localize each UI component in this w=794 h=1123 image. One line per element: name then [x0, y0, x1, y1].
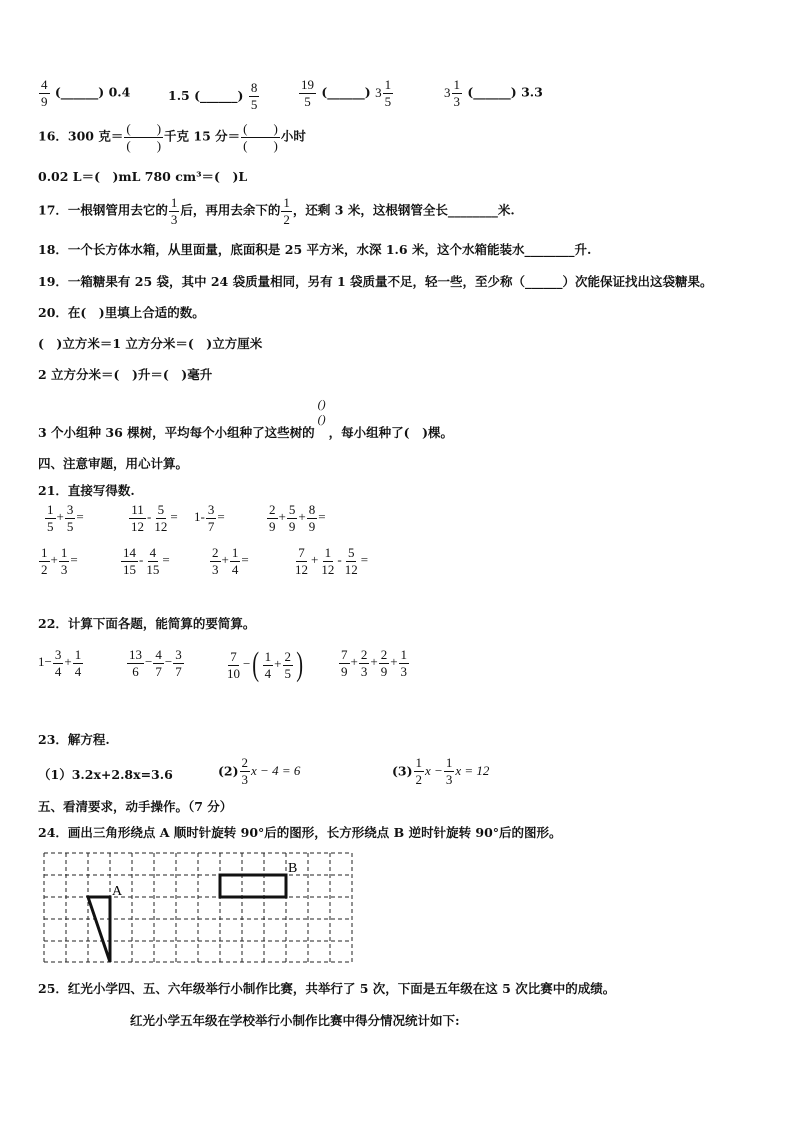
calc-expression: $\frac{7}{9}$ + $\frac{2}{3}$ + $\frac{2}{9}$ + $\frac{1}{3}$	[341, 647, 408, 679]
triangle-shape	[88, 897, 110, 962]
compare-row	[38, 78, 130, 108]
section-5-title: 五、看清要求，动手操作。（7 分）	[38, 799, 233, 814]
calc-expression: 1− $\frac{3}{4}$ + $\frac{1}{4}$	[38, 647, 82, 679]
question-17	[38, 196, 515, 226]
question-text: 300 克＝	[67, 128, 124, 144]
blank-fraction: () ()	[317, 397, 326, 426]
question-22-title: 22．计算下面各题，能简算的要简算。	[38, 616, 256, 631]
compare-item	[168, 78, 260, 114]
question-16	[38, 122, 306, 152]
value: 3.3	[521, 84, 543, 100]
question-text: ，还剩 3 米，这根钢管全长________米.	[292, 202, 515, 218]
answer-blank: (______)	[467, 84, 517, 100]
question-20-line2: 2 立方分米＝( )升＝( )毫升	[38, 367, 213, 382]
point-a-label: A	[112, 884, 123, 899]
question-text: 3 个小组种 36 棵树，平均每个小组种了这些树的	[38, 425, 315, 441]
question-number: 16．	[38, 128, 68, 144]
calc-item: 1- $\frac{3}{7}$ =	[194, 502, 225, 534]
answer-blank: (______)	[321, 84, 371, 100]
equation-3: (3) $\frac{1}{2}$ x − $\frac{1}{3}$ x = 12	[392, 755, 490, 787]
question-25: 25．红光小学四、五、六年级举行小制作比赛，共举行了 5 次，下面是五年级在这 5 次比赛中的成绩。	[38, 981, 616, 996]
question-20-title: 20．在( )里填上合适的数。	[38, 305, 205, 320]
question-text: 小时	[280, 128, 306, 144]
question-16b: 0.02 L＝( )mL 780 cm³＝( )L	[38, 169, 248, 184]
compare-item	[444, 78, 543, 108]
value: 1.5	[168, 88, 190, 103]
rectangle-shape	[220, 875, 286, 897]
calc-item: $\frac{2}{9}$ + $\frac{5}{9}$ + $\frac{8}{9}$ =	[269, 502, 326, 534]
fraction: $\frac{1}{3}$	[170, 195, 178, 227]
question-19: 19．一箱糖果有 25 袋，其中 24 袋质量相同，另有 1 袋质量不足，轻一些，至少称（______）次能保证找出这袋糖果。	[38, 274, 713, 289]
equation-2: (2) $\frac{2}{3}$ x − 4 = 6	[218, 755, 301, 787]
question-20-line3	[38, 397, 453, 441]
compare-item	[298, 78, 394, 108]
fraction: $\frac{4}{9}$	[41, 77, 48, 109]
question-21-title: 21．直接写得数.	[38, 483, 135, 498]
calc-item: $\frac{2}{3}$ + $\frac{1}{4}$ =	[212, 545, 249, 577]
blank-fraction: ( ) ( )	[243, 121, 278, 153]
equation-1: （1）3.2x+2.8x=3.6	[38, 767, 173, 782]
question-20-line1: ( )立方米＝1 立方分米＝( )立方厘米	[38, 336, 263, 351]
question-text: 千克 15 分＝	[164, 128, 241, 144]
calc-expression: $\frac{7}{10}$ −( $\frac{1}{4}$ + $\frac{2}{5}$ )	[227, 646, 304, 683]
calc-item: $\frac{1}{2}$ + $\frac{1}{3}$ =	[41, 545, 78, 577]
calc-item: $\frac{14}{15}$ - $\frac{4}{15}$ =	[123, 545, 170, 577]
question-text: 17．一根钢管用去它的	[38, 202, 168, 218]
section-4-title: 四、注意审题，用心计算。	[38, 456, 189, 471]
question-18: 18．一个长方体水箱，从里面量，底面积是 25 平方米，水深 1.6 米，这个水箱能装水________升.	[38, 242, 592, 257]
answer-blank: (______)	[194, 88, 244, 103]
fraction: $\frac{19}{5}$	[301, 77, 314, 109]
calc-item: $\frac{1}{5}$ + $\frac{3}{5}$ =	[47, 502, 84, 534]
blank-fraction: ( ) ( )	[126, 121, 162, 153]
calc-item: $\frac{7}{12}$ + $\frac{1}{12}$ - $\frac{5}{12}$ =	[295, 545, 369, 577]
calc-expression: $\frac{13}{6}$ − $\frac{4}{7}$ − $\frac{3}{7}$	[129, 647, 182, 679]
question-24: 24．画出三角形绕点 A 顺时针旋转 90°后的图形，长方形绕点 B 逆时针旋转 90°后的图形。	[38, 825, 562, 840]
mixed-number: 3 1 3	[444, 77, 460, 109]
fraction: $\frac{1}{2}$	[283, 195, 290, 227]
point-b-label: B	[288, 861, 298, 876]
fraction: $\frac{8}{5}$	[250, 80, 258, 112]
question-text: 后，再用去余下的	[180, 202, 281, 218]
mixed-number: 3 1 5	[375, 77, 392, 109]
answer-blank: (______)	[54, 84, 105, 100]
value: 0.4	[108, 84, 131, 100]
calc-item: $\frac{11}{12}$ - $\frac{5}{12}$ =	[131, 502, 178, 534]
rotation-grid-figure	[40, 850, 356, 964]
question-text: ，每小组种了( )棵。	[328, 425, 453, 441]
statistics-subtitle: 红光小学五年级在学校举行小制作比赛中得分情况统计如下:	[130, 1013, 460, 1028]
question-23-title: 23．解方程.	[38, 732, 110, 747]
